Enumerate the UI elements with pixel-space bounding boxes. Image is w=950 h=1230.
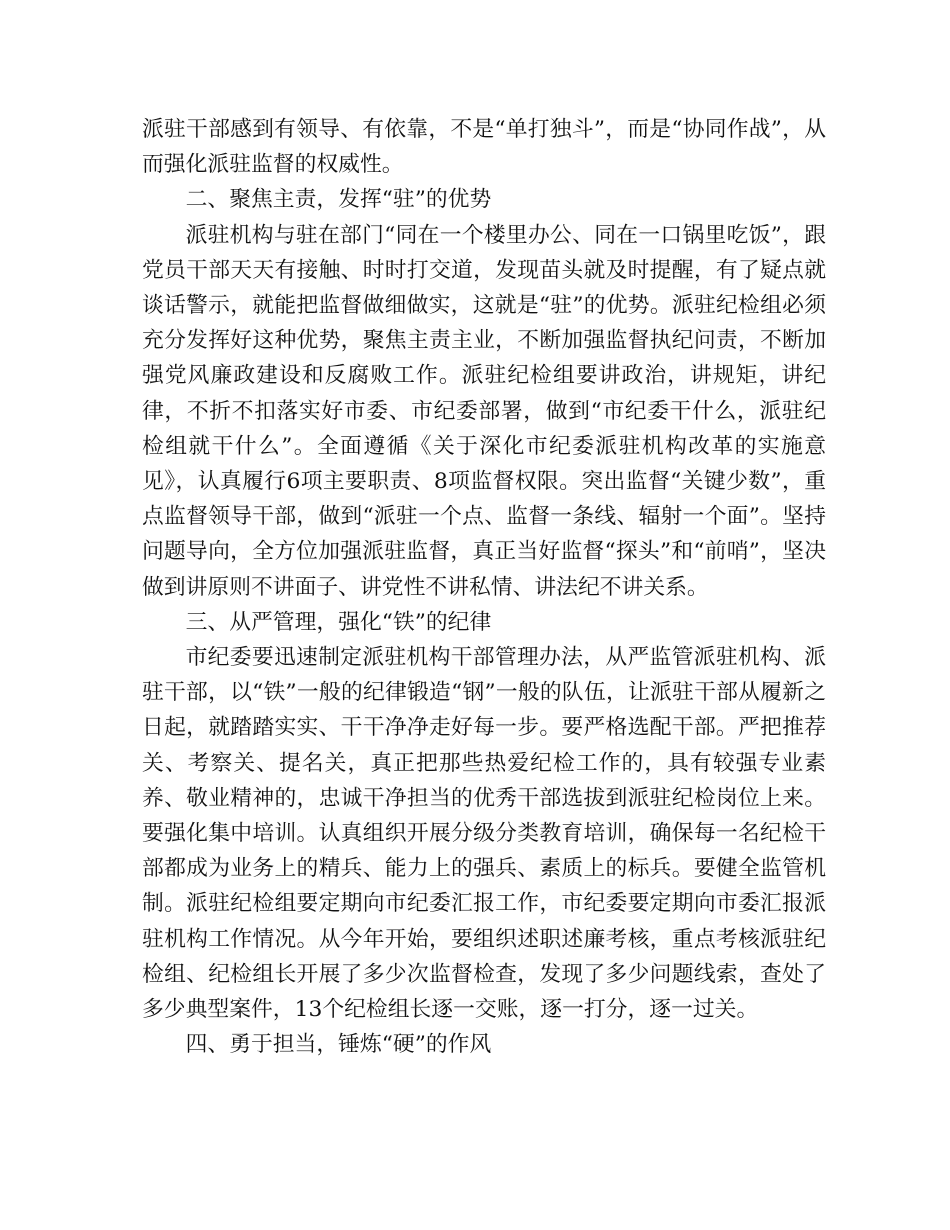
section-heading-3: 三、从严管理，强化“铁”的纪律 xyxy=(185,609,492,635)
section-heading-4: 四、勇于担当，锤炼“硬”的作风 xyxy=(185,1032,492,1058)
paragraph-section-2-body: 派驻机构与驻在部门“同在一个楼里办公、同在一口锅里吃饭”，跟党员干部天天有接触、时时打交道，发现苗头就及时提醒，有了疑点就谈话警示，就能把监督做细做实，这就是“驻”的优势。派驻纪检组必须充分发挥好这种优势，聚焦主责主业，不断加强监督执纪问责，不断加强党风廉政建设和反腐败工作。派驻纪检组要讲政治，讲规矩，讲纪律，不折不扣落实好市委、市纪委部署，做到“市纪委干什么，派驻纪检组就干什么”。全面遵循《关于深化市纪委派驻机构改革的实施意见》，认真履行6项主要职责、8项监督权限。突出监督“关键少数”，重点监督领导干部，做到“派驻一个点、监督一条线、辐射一个面”。坚持问题导向，全方位加强派驻监督，真正当好监督“探头”和“前哨”，坚决做到讲原则不讲面子、讲党性不讲私情、讲法纪不讲关系。 xyxy=(142,222,826,600)
paragraph-section-3-body: 市纪委要迅速制定派驻机构干部管理办法，从严监管派驻机构、派驻干部，以“铁”一般的纪律锻造“钢”一般的队伍，让派驻干部从履新之日起，就踏踏实实、干干净净走好每一步。要严格选配干部。严把推荐关、考察关、提名关，真正把那些热爱纪检工作的，具有较强专业素养、敬业精神的，忠诚干净担当的优秀干部选拔到派驻纪检岗位上来。要强化集中培训。认真组织开展分级分类教育培训，确保每一名纪检干部都成为业务上的精兵、能力上的强兵、素质上的标兵。要健全监管机制。派驻纪检组要定期向市纪委汇报工作，市纪委要定期向市委汇报派驻机构工作情况。从今年开始，要组织述职述廉考核，重点考核派驻纪检组、纪检组长开展了多少次监督检查，发现了多少问题线索，查处了多少典型案件，13个纪检组长逐一交账，逐一打分，逐一过关。 xyxy=(142,645,826,1023)
paragraph-continuation: 派驻干部感到有领导、有依靠，不是“单打独斗”，而是“协同作战”，从而强化派驻监督的权威性。 xyxy=(142,117,826,178)
document-body xyxy=(142,112,826,1062)
section-heading-2: 二、聚焦主责，发挥“驻”的优势 xyxy=(185,187,492,213)
